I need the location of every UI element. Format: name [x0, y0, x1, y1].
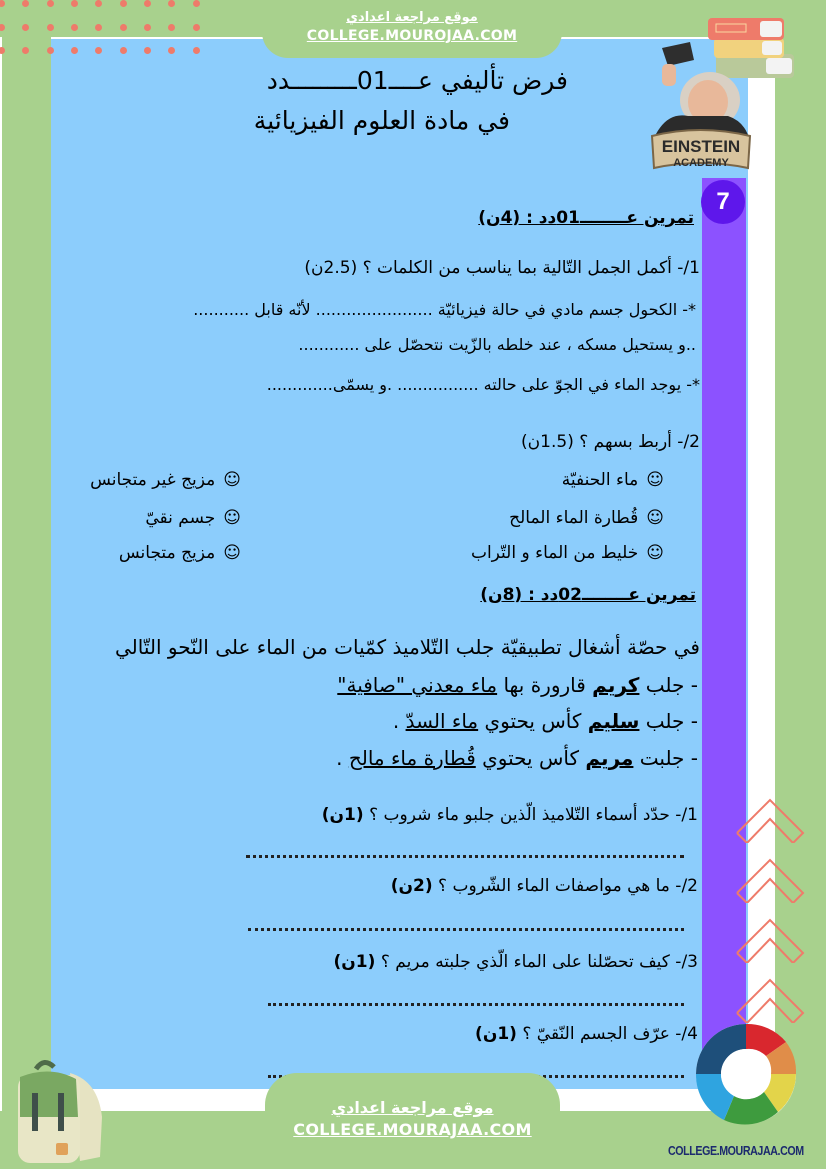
page-number-badge: 7: [701, 180, 745, 224]
exercise1-q1-line1[interactable]: *- الكحول جسم مادي في حالة فيزيائيّة ....................... لأنّه قابل ...........: [193, 300, 696, 319]
exam-subject: في مادة العلوم الفيزيائية: [253, 106, 510, 135]
footer-logo-text: COLLEGE.MOURAJAA.COM: [668, 1143, 804, 1158]
smiley-bullet-icon: ☺: [646, 508, 664, 528]
decorative-dots: [0, 0, 200, 54]
match-right-item[interactable]: ☺مزيج غير متجانس: [90, 470, 241, 490]
smiley-bullet-icon: ☺: [223, 470, 241, 490]
exercise1-q1-line3[interactable]: *- يوجد الماء في الجوّ على حالته ................ .و يسمّى.............: [266, 375, 700, 394]
exercise1-q1-line2[interactable]: ..و يستحيل مسكه ، عند خلطه بالزّيت نتحصّل على ............: [298, 335, 696, 354]
match-right-item[interactable]: ☺جسم نقيّ: [145, 508, 241, 528]
exam-title: فرض تأليفي عــــ01ـــــــــدد: [266, 66, 568, 95]
chevron-up-icon: [735, 973, 805, 1023]
student-name: كريم: [592, 673, 640, 697]
exercise2-question: 2/- ما هي مواصفات الماء الشّروب ؟ (2ن): [390, 876, 698, 896]
smiley-bullet-icon: ☺: [646, 543, 664, 563]
exercise1-q1-prompt: 1/- أكمل الجمل التّالية بما يناسب من الكلمات ؟ (2.5ن): [304, 258, 700, 278]
exercise2-item: - جلب كريم قارورة بها ماء معدني "صافية": [337, 673, 698, 697]
exercise2-intro: في حصّة أشغال تطبيقيّة جلب التّلاميذ كمّيات من الماء على النّحو التّالي: [115, 635, 700, 659]
student-name: مريم: [585, 746, 634, 770]
site-url[interactable]: COLLEGE.MOURAJAA.COM: [293, 1120, 532, 1139]
svg-text:EINSTEIN: EINSTEIN: [661, 137, 741, 156]
answer-line[interactable]: [246, 855, 684, 858]
left-frame-band: [2, 37, 51, 1169]
student-name: سليم: [587, 709, 640, 733]
smiley-bullet-icon: ☺: [223, 508, 241, 528]
exercise2-question: 3/- كيف تحصّلنا على الماء الّذي جلبته مريم ؟ (1ن): [333, 952, 698, 972]
chevron-up-icon: [735, 853, 805, 903]
chevron-up-icon: [735, 793, 805, 843]
exercise1-q2-prompt: 2/- أربط بسهم ؟ (1.5ن): [521, 432, 700, 452]
exercise2-item: - جلبت مريم كأس يحتوي قُطارة ماء مالح .: [336, 746, 698, 770]
svg-text:ACADEMY: ACADEMY: [673, 157, 729, 169]
header-site-tab[interactable]: [262, 0, 562, 58]
match-right-item[interactable]: ☺مزيج متجانس: [118, 543, 241, 563]
school-subjects-wheel-logo: [694, 1022, 798, 1126]
einstein-academy-logo: [648, 38, 752, 178]
backpack-icon: [10, 1057, 110, 1165]
site-url[interactable]: COLLEGE.MOUROJAA.COM: [306, 28, 518, 44]
answer-line[interactable]: [248, 928, 684, 931]
exercise1-heading: تمرين عــــــــ01دد : (4ن): [478, 208, 694, 228]
match-left-item[interactable]: ☺خليط من الماء و التّراب: [470, 543, 664, 563]
site-name-ar: موقع مراجعة اعدادي: [331, 1098, 494, 1117]
exercise2-question: 4/- عرّف الجسم النّقيّ ؟ (1ن): [475, 1024, 698, 1044]
answer-line[interactable]: [268, 1003, 684, 1006]
chevron-up-icon: [735, 913, 805, 963]
site-name-ar: موقع مراجعة اعدادي: [346, 10, 478, 25]
match-left-item[interactable]: ☺ماء الحنفيّة: [561, 470, 664, 490]
exercise2-item: - جلب سليم كأس يحتوي ماء السدّ .: [392, 709, 698, 733]
smiley-bullet-icon: ☺: [223, 543, 241, 563]
exam-paper: [51, 39, 748, 1089]
exercise2-question: 1/- حدّد أسماء التّلاميذ الّذين جلبو ماء شروب ؟ (1ن): [321, 805, 698, 825]
smiley-bullet-icon: ☺: [646, 470, 664, 490]
footer-site-tab[interactable]: [265, 1073, 560, 1169]
exercise2-heading: تمرين عــــــــ02دد : (8ن): [480, 585, 696, 605]
match-left-item[interactable]: ☺قُطارة الماء المالح: [509, 508, 664, 528]
